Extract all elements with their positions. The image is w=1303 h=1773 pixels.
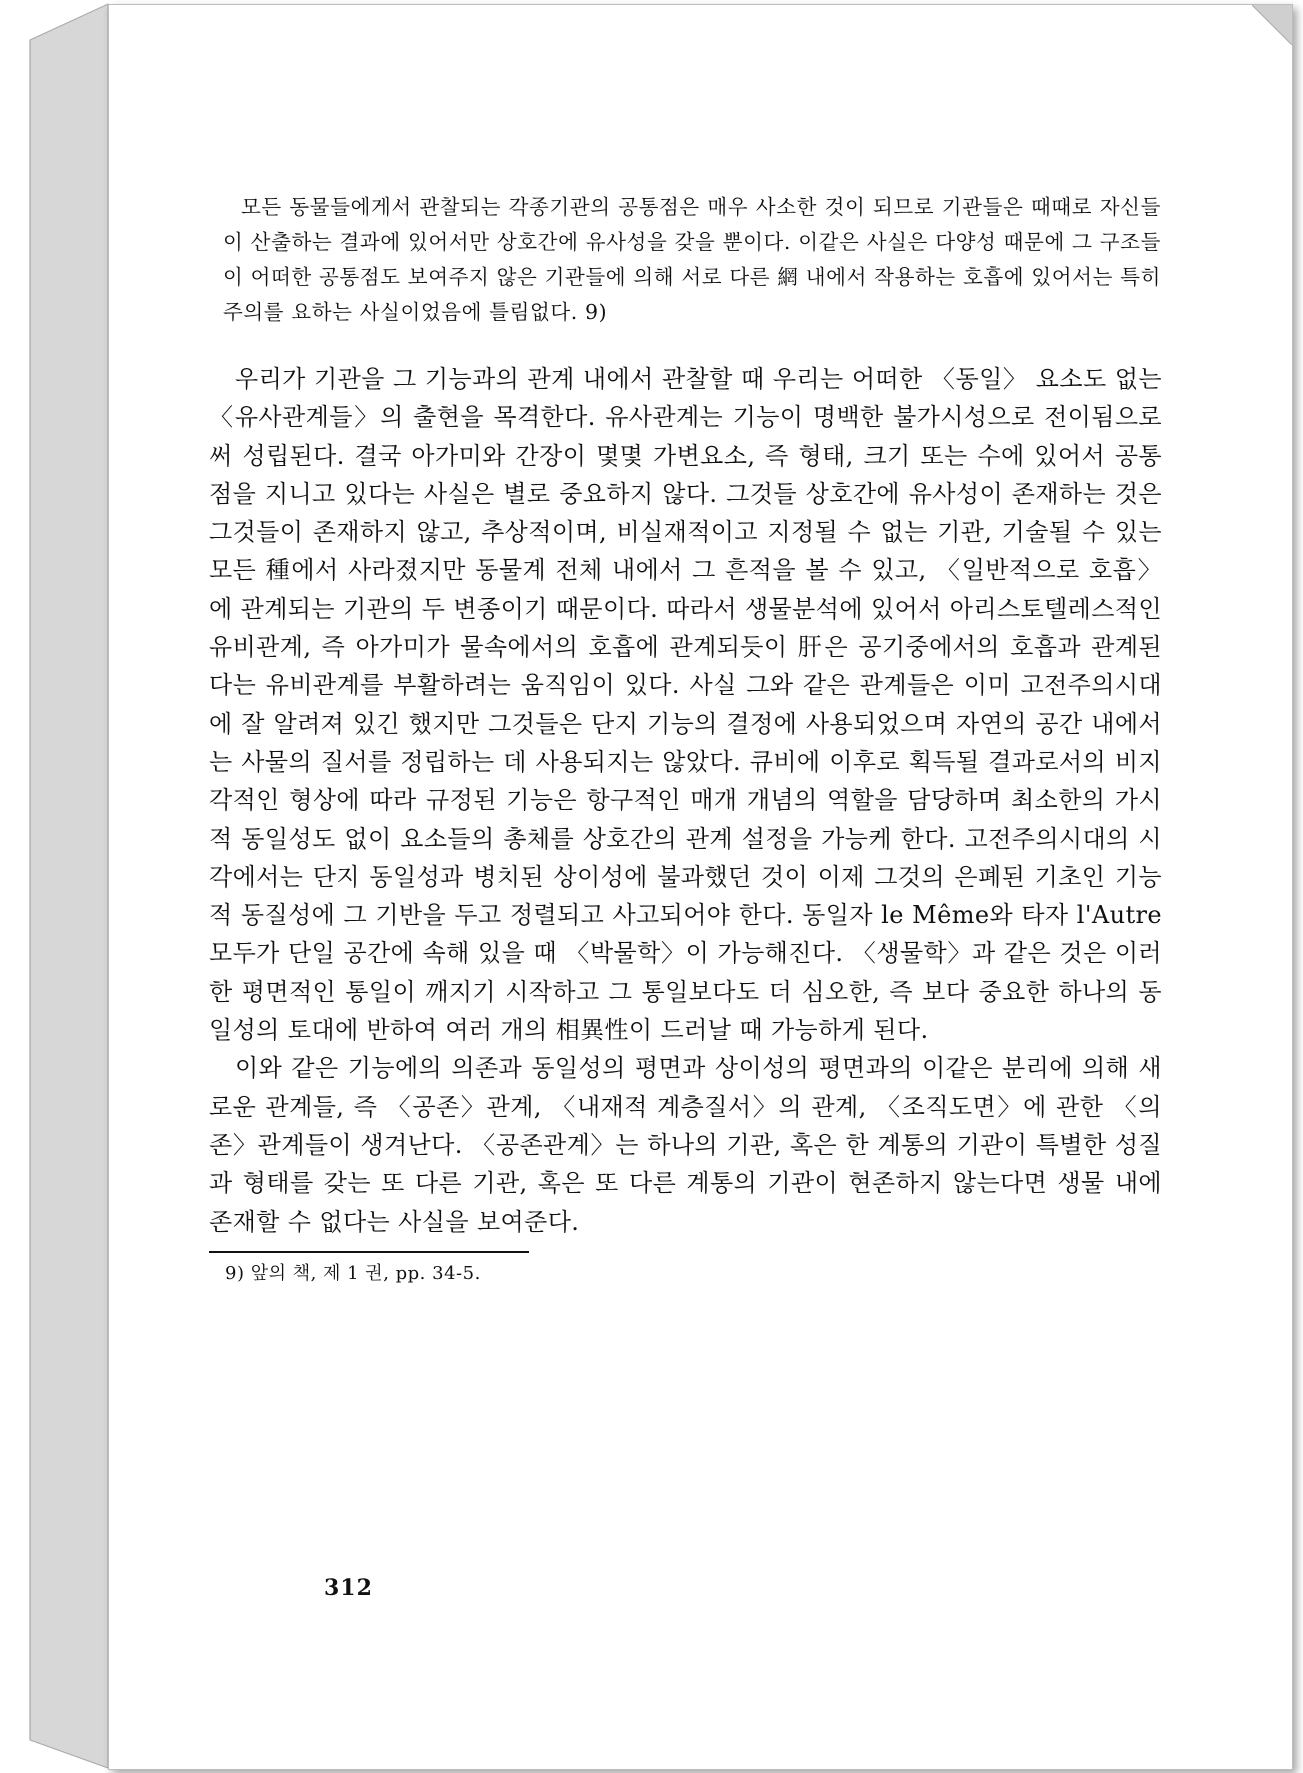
page-corner-fold [1252, 5, 1292, 45]
footnote-rule [209, 1251, 529, 1253]
page-content [209, 190, 1162, 1289]
body-paragraph: 이와 같은 기능에의 의존과 동일성의 평면과 상이성의 평면과의 이같은 분리에 의해 새로운 관계들, 즉 〈공존〉관계, 〈내재적 계층질서〉의 관계, 〈조직도면〉에 관한 〈의존〉관계들이 생겨난다. 〈공존관계〉는 하나의 기관, 혹은 한 계통의 기관이 특별한 성질과 형태를 갖는 또 다른 기관, 혹은 또 다른 계통의 기관이 현존하지 않는다면 생물 내에 존재할 수 없다는 사실을 보여준다. [209, 1054, 1162, 1236]
footnote: 9) 앞의 책, 제 1 권, pp. 34-5. [225, 1262, 481, 1284]
page-number: 312 [324, 1575, 373, 1601]
block-quote: 모든 동물들에게서 관찰되는 각종기관의 공통점은 매우 사소한 것이 되므로 기관들은 때때로 자신들이 산출하는 결과에 있어서만 상호간에 유사성을 갖을 뿐이다. 이같은 사실은 다양성 때문에 그 구조들이 어떠한 공통점도 보여주지 않은 기관들에 의해 서로 다른 網 내에서 작용하는 호흡에 있어서는 특히 주의를 요하는 사실이었음에 틀림없다. 9) [223, 195, 1161, 324]
book-spine [0, 0, 112, 1773]
body-paragraph: 우리가 기관을 그 기능과의 관계 내에서 관찰할 때 우리는 어떠한 〈동일〉 요소도 없는 〈유사관계들〉의 출현을 목격한다. 유사관계는 기능이 명백한 불가시성으로 전이됨으로써 성립된다. 결국 아가미와 간장이 몇몇 가변요소, 즉 형태, 크기 또는 수에 있어서 공통점을 지니고 있다는 사실은 별로 중요하지 않다. 그것들 상호간에 유사성이 존재하는 것은 그것들이 존재하지 않고, 추상적이며, 비실재적이고 지정될 수 없는 기관, 기술될 수 있는 모든 種에서 사라졌지만 동물계 전체 내에서 그 흔적을 볼 수 있고, 〈일반적으로 호흡〉에 관계되는 기관의 두 변종이기 때문이다. 따라서 생물분석에 있어서 아리스토텔레스적인 유비관계, 즉 아가미가 물속에서의 호흡에 관계되듯이 肝은 공기중에서의 호흡과 관계된다는 유비관계를 부활하려는 움직임이 있다. 사실 그와 같은 관계들은 이미 고전주의시대에 잘 알려져 있긴 했지만 그것들은 단지 기능의 결정에 사용되었으며 자연의 공간 내에서는 사물의 질서를 정립하는 데 사용되지는 않았다. 큐비에 이후로 획득될 결과로서의 비지각적인 형상에 따라 규정된 기능은 항구적인 매개 개념의 역할을 담당하며 최소한의 가시적 동일성도 없이 요소들의 총체를 상호간의 관계 설정을 가능케 한다. 고전주의시대의 시각에서는 단지 동일성과 병치된 상이성에 불과했던 것이 이제 그것의 은폐된 기초인 기능적 동질성에 그 기반을 두고 정렬되고 사고되어야 한다. 동일자 le Même와 타자 l'Autre 모두가 단일 공간에 속해 있을 때 〈박물학〉이 가능해진다. 〈생물학〉과 같은 것은 이러한 평면적인 통일이 깨지기 시작하고 그 통일보다도 더 심오한, 즉 보다 중요한 하나의 동일성의 토대에 반하여 여러 개의 相異性이 드러날 때 가능하게 된다. [209, 365, 1162, 1045]
